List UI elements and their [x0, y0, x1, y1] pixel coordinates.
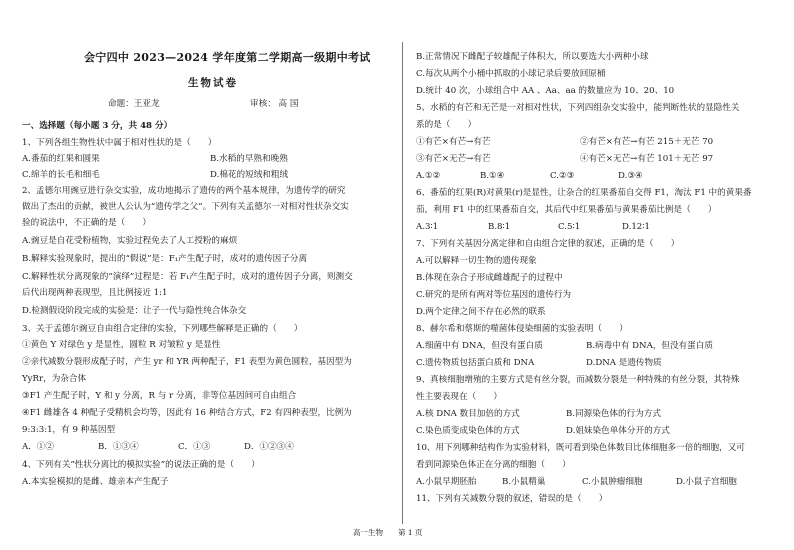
question-6: 6、番茄的红果(R)对黄果(r)是显性，让杂合的红果番茄自交得 F1，淘汰 F1 中的黄果番 — [416, 188, 752, 198]
q3-choice-c: C．①③ — [178, 442, 211, 452]
q6-choice-b: B.8∶1 — [488, 222, 511, 232]
question-9: 9、真核细胞增殖的主要方式是有丝分裂，而减数分裂是一种特殊的有丝分裂，其特殊 — [416, 375, 740, 385]
q6-choice-a: A.3∶1 — [416, 222, 439, 232]
q2-option-c-cont: 后代出现两种表现型，且比例接近 1:1 — [22, 288, 168, 298]
q8-option-a: A.细菌中有 DNA，但没有蛋白质 — [416, 341, 543, 351]
exam-subject: 生物试卷 — [188, 77, 238, 89]
question-2-cont: 验的说法中，不正确的是（ ） — [22, 218, 151, 228]
q7-option-b: B.体现在杂合子形成雌雄配子的过程中 — [416, 273, 563, 283]
q4-option-b: B.正常情况下雌配子较雄配子体积大，所以要选大小两种小球 — [416, 52, 649, 62]
q4-option-d: D.统计 40 次，小球组合中 AA 、Aa、aa 的数量应为 10、20、10 — [416, 86, 675, 96]
question-2-cont: 做出了杰出的贡献，被世人公认为“遗传学之父”。下列有关孟德尔一对相对性状杂交实 — [22, 202, 349, 212]
q3-statement-2-cont: YyRr，为杂合体 — [22, 374, 87, 384]
page-footer: 高一生物 第 1 页 — [353, 528, 423, 537]
q8-option-d: D.DNA 是遗传物质 — [586, 358, 662, 368]
q3-choice-d: D．①②③④ — [244, 442, 294, 452]
q5-cross-3: ③有芒×无芒→有芒 — [416, 154, 491, 164]
q2-option-b: B.解释实验现象时，提出的“假说”是：F₁产生配子时，成对的遗传因子分离 — [22, 254, 308, 264]
q7-option-a: A.可以解释一切生物的遗传现象 — [416, 256, 537, 266]
q3-statement-4: ④F1 雌雄各 4 种配子受精机会均等，因此有 16 种结合方式，F2 有四种表型，比例为 — [22, 408, 352, 418]
q10-option-d: D.小鼠子宫细胞 — [676, 477, 737, 487]
q2-option-d: D.检测假设阶段完成的实验是：让子一代与隐性纯合体杂交 — [22, 306, 247, 316]
q5-choice-d: D.③④ — [618, 171, 643, 181]
q2-option-a: A.豌豆是自花受粉植物，实验过程免去了人工授粉的麻烦 — [22, 236, 238, 246]
q3-choice-b: B．①③④ — [98, 442, 139, 452]
question-7: 7、下列有关基因分离定律和自由组合定律的叙述，正确的是（ ） — [416, 239, 680, 249]
question-1: 1、下列各组生物性状中属于相对性状的是（ ） — [22, 138, 217, 148]
question-5: 5、水稻的有芒和无芒是一对相对性状，下列四组杂交实验中，能判断性状的显隐性关 — [416, 103, 740, 113]
q10-option-a: A.小鼠早期胚胎 — [416, 477, 477, 487]
q4-option-c: C.每次从两个小桶中抓取的小球记录后要放回原桶 — [416, 69, 606, 79]
q3-choice-a: A．①② — [22, 442, 54, 452]
question-11: 11、下列有关减数分裂的叙述，错误的是（ ） — [416, 494, 608, 504]
question-2: 2、孟德尔用豌豆进行杂交实验，成功地揭示了遗传的两个基本规律，为遗传学的研究 — [22, 186, 346, 196]
section-heading: 一、选择题（每小题 3 分，共 48 分） — [22, 121, 173, 131]
question-8: 8、赫尔希和蔡斯的噬菌体侵染细菌的实验表明（ ） — [416, 324, 628, 334]
q9-option-a: A.核 DNA 数目加倍的方式 — [416, 409, 520, 419]
q5-choice-c: C.②③ — [550, 171, 575, 181]
q3-statement-1: ①黄色 Y 对绿色 y 是显性，圆粒 R 对皱粒 y 是显性 — [22, 340, 221, 350]
column-divider — [402, 42, 403, 524]
question-10: 10、用下列哪种结构作为实验材料，既可看到染色体数目比体细胞多一倍的细胞，又可 — [416, 443, 745, 453]
q7-option-d: D.两个定律之间不存在必然的联系 — [416, 307, 546, 317]
exam-title: 会宁四中 2023—2024 学年度第二学期高一级期中考试 — [84, 51, 371, 64]
exam-author: 命题：王亚龙 — [108, 99, 160, 109]
question-9-cont: 性主要表现在（ ） — [416, 392, 502, 402]
q6-choice-d: D.12∶1 — [622, 222, 650, 232]
q2-option-c: C.解释性状分离现象的“演绎”过程是：若 F₁产生配子时，成对的遗传因子分离，则测交 — [22, 272, 353, 282]
q4-option-a: A.本实验模拟的是雌、雄亲本产生配子 — [22, 477, 169, 487]
q6-choice-c: C.5∶1 — [558, 222, 581, 232]
q5-cross-4: ④有芒×无芒→有芒 101＋无芒 97 — [580, 154, 714, 164]
q7-option-c: C.研究的是所有两对等位基因的遗传行为 — [416, 290, 572, 300]
question-10-cont: 看到同源染色体正在分离的细胞（ ） — [416, 460, 571, 470]
question-3: 3、关于孟德尔豌豆自由组合定律的实验，下列哪些解释是正确的（ ） — [22, 324, 303, 334]
q9-option-c: C.染色质变成染色体的方式 — [416, 426, 520, 436]
q3-statement-2: ②亲代减数分裂形成配子时，产生 yr 和 YR 两种配子，F1 表型为黄色圆粒，基因型为 — [22, 357, 352, 367]
q3-statement-4-cont: 9:3:3:1，有 9 种基因型 — [22, 425, 116, 435]
q8-option-c: C.遗传物质包括蛋白质和 DNA — [416, 358, 535, 368]
q9-option-b: B.同源染色体的行为方式 — [566, 409, 661, 419]
exam-reviewer: 审核： 高 国 — [250, 99, 299, 109]
q10-option-c: C.小鼠肿瘤细胞 — [582, 477, 643, 487]
q5-choice-a: A.①② — [416, 171, 441, 181]
q1-option-c: C.绵羊的长毛和细毛 — [22, 170, 100, 180]
q10-option-b: B.小鼠精巢 — [502, 477, 546, 487]
q1-option-d: D.棉花的短绒和粗绒 — [210, 170, 289, 180]
question-6-cont: 茄，利用 F1 中的红果番茄自交，其后代中红果番茄与黄果番茄比例是（ ） — [416, 205, 717, 215]
q1-option-b: B.水稻的早熟和晚熟 — [210, 154, 288, 164]
question-5-cont: 系的是（ ） — [416, 120, 477, 130]
q3-statement-3: ③F1 产生配子时，Y 和 y 分离，R 与 r 分离，非等位基因间可自由组合 — [22, 391, 297, 401]
q1-option-a: A.番茄的红果和圆果 — [22, 154, 100, 164]
q5-cross-2: ②有芒×有芒→有芒 215＋无芒 70 — [580, 137, 714, 147]
question-4: 4、下列有关“性状分离比的模拟实验”的说法正确的是（ ） — [22, 460, 260, 470]
q5-choice-b: B.①④ — [480, 171, 505, 181]
q8-option-b: B.病毒中有 DNA，但没有蛋白质 — [586, 341, 713, 351]
q9-option-d: D.姐妹染色单体分开的方式 — [566, 426, 670, 436]
q5-cross-1: ①有芒×有芒→有芒 — [416, 137, 491, 147]
